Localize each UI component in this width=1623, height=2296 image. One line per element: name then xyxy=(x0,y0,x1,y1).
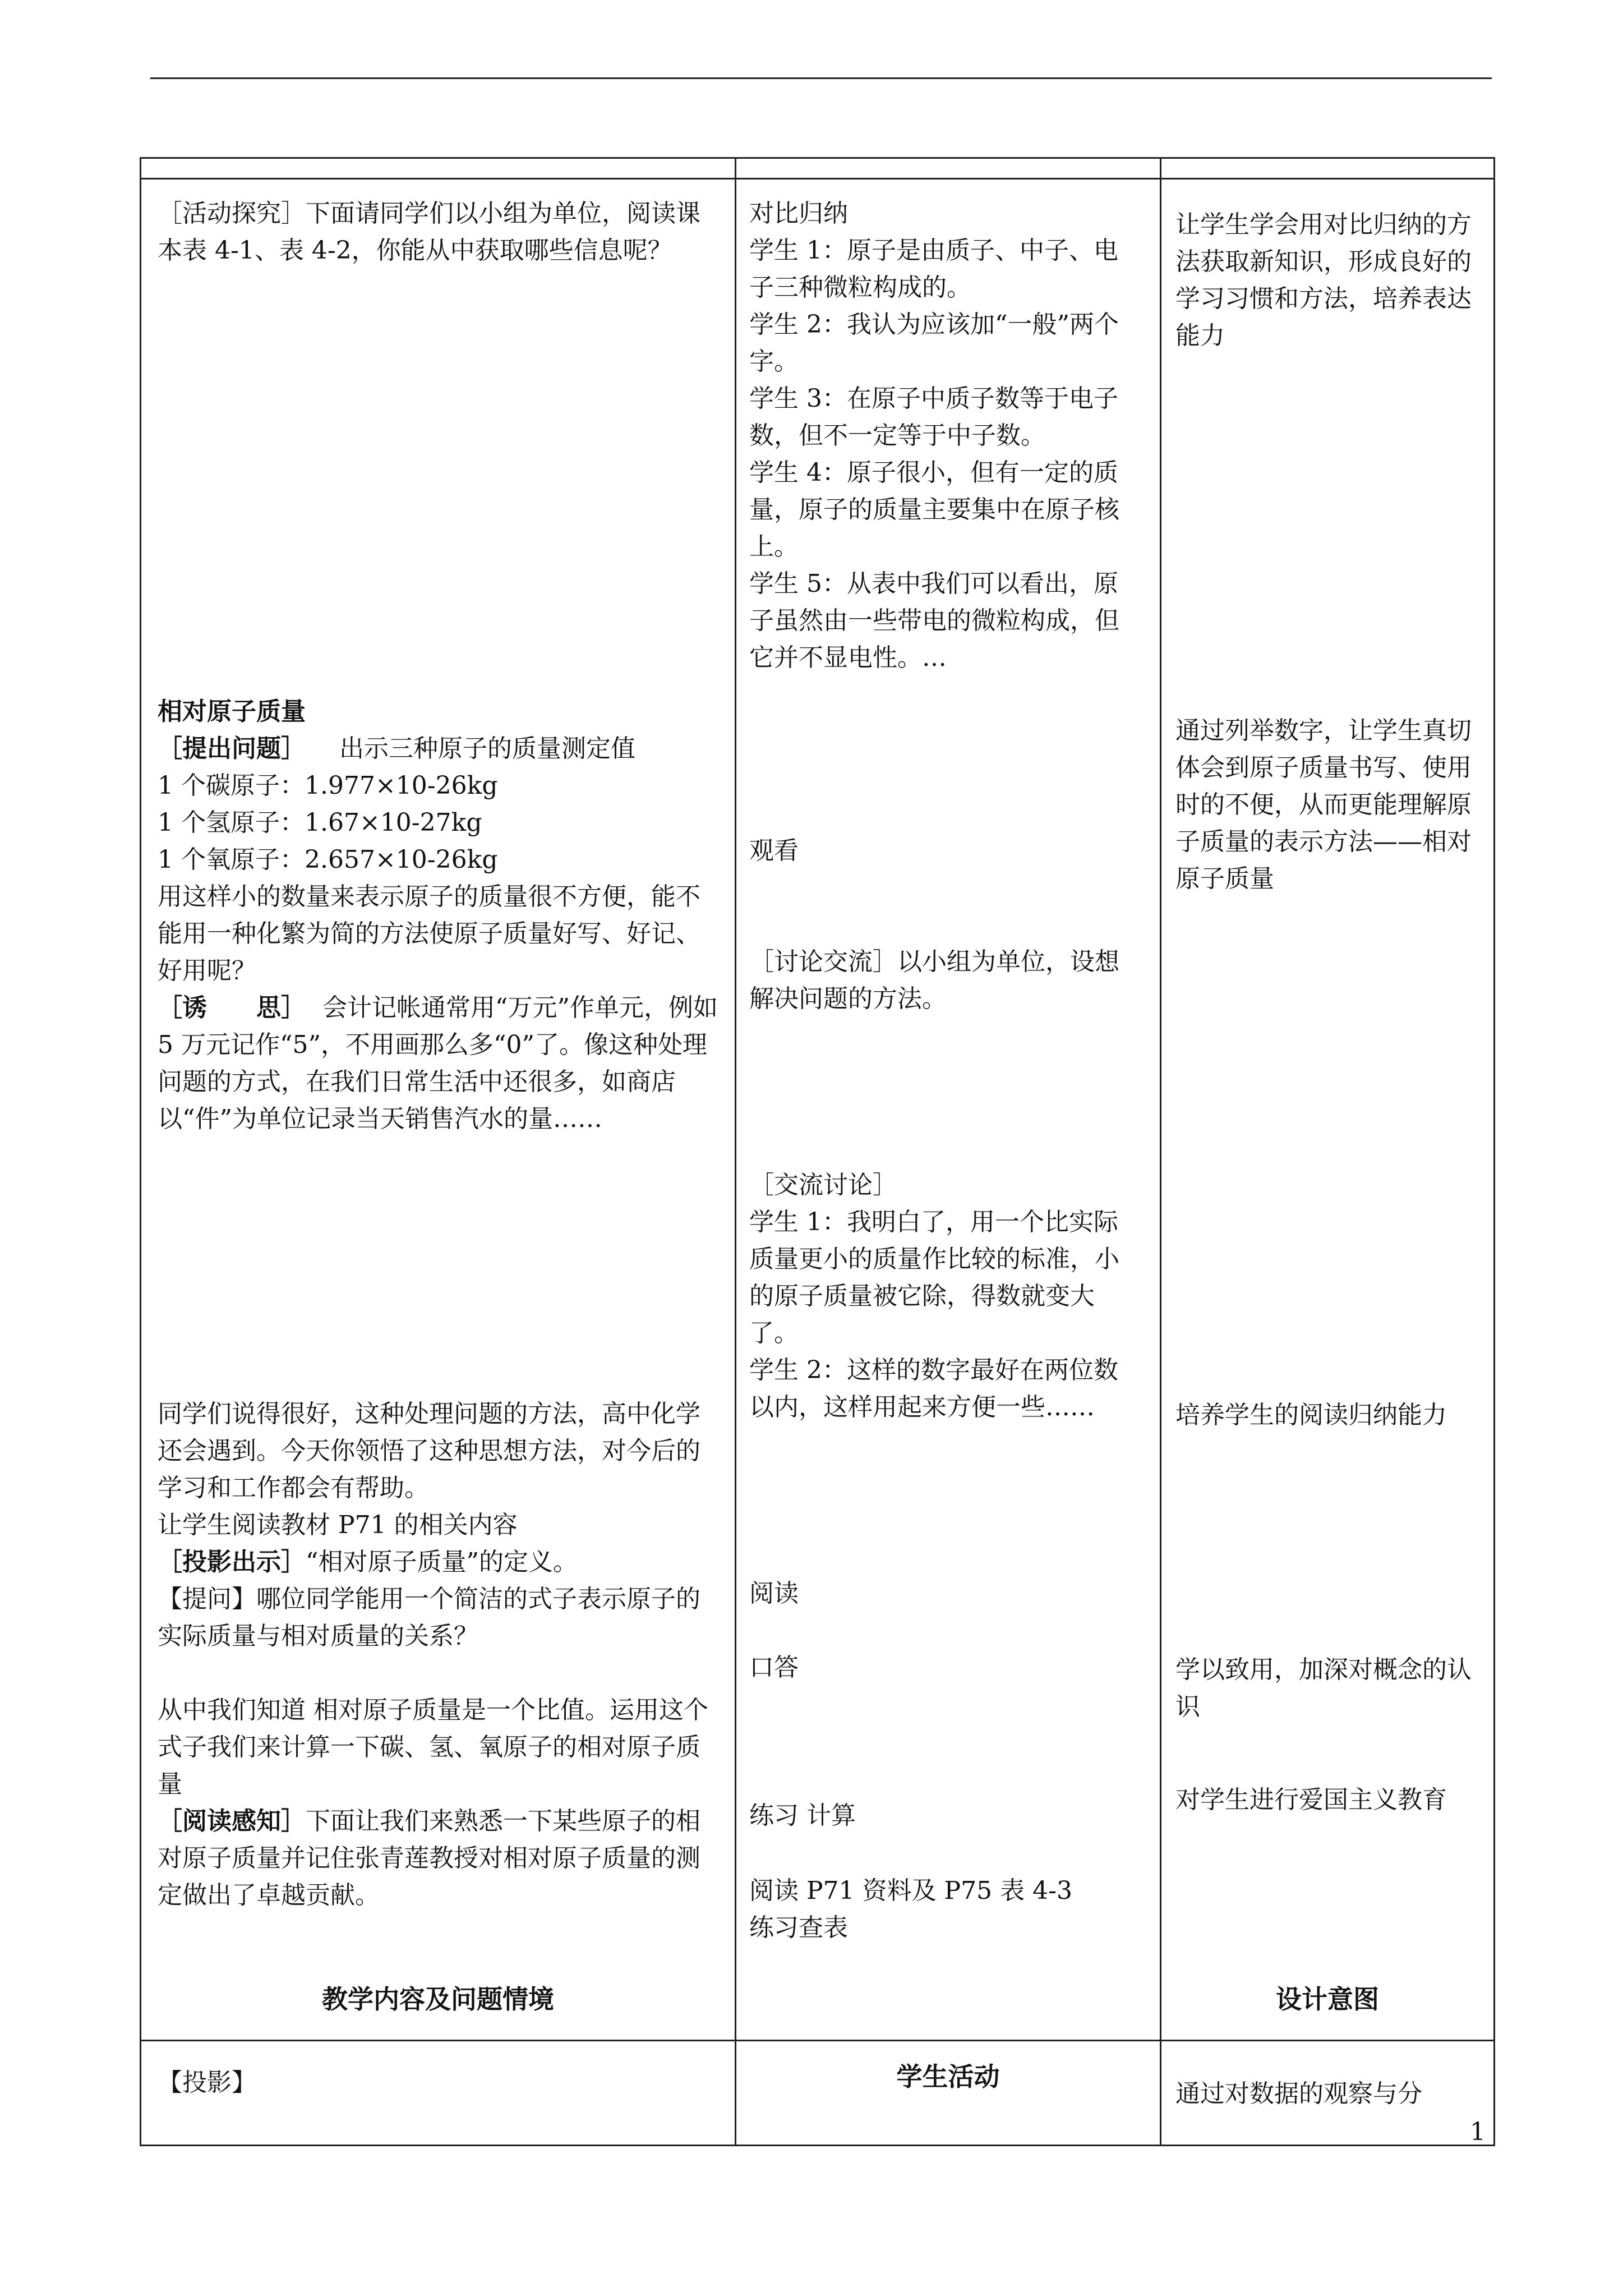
student-4-answer: 学生 4：原子很小，但有一定的质量，原子的质量主要集中在原子核上。 xyxy=(749,458,1119,561)
summary-text: 同学们说得很好，这种处理问题的方法，高中化学还会遇到。今天你领悟了这种思想方法，对今后的学习和工作都会有帮助。 xyxy=(158,1400,700,1502)
page-number: 1 xyxy=(1470,2118,1486,2146)
discussion-student-1: 学生 1：我明白了，用一个比实际质量更小的质量作比较的标准，小的原子质量被它除，得数就变大了。 xyxy=(749,1208,1119,1347)
question-text: 【提问】哪位同学能用一个简洁的式子表示原子的实际质量与相对质量的关系？ xyxy=(158,1585,700,1650)
projection-definition xyxy=(158,1544,718,1581)
student-2-answer: 学生 2：我认为应该加“一般”两个字。 xyxy=(749,310,1119,376)
oxygen-mass: 1 个氧原子：2.657×10-26kg xyxy=(158,845,498,874)
header-row-border xyxy=(140,2040,1495,2041)
reading-perception xyxy=(158,1803,718,1914)
raise-question xyxy=(158,730,718,767)
raise-question-text: 出示三种原子的质量测定值 xyxy=(339,734,635,763)
projection-text: “相对原子质量”的定义。 xyxy=(306,1548,578,1576)
table-bottom-border xyxy=(140,2145,1495,2146)
carbon-mass: 1 个碳原子：1.977×10-26kg xyxy=(158,771,498,800)
practice-table: 练习查表 xyxy=(749,1913,848,1942)
inspire-text: 会计记帐通常用“万元”作单元，例如 5 万元记作“5”，不用画那么多“0”了。像这种处理问题的方式，在我们日常生活中还很多，如商店以“件”为单位记录当天销售汽水的量…… xyxy=(158,993,718,1133)
cell-top-inner-border-3 xyxy=(1160,178,1495,180)
design-intent-3: 培养学生的阅读归纳能力 xyxy=(1175,1401,1447,1429)
student-3-answer: 学生 3：在原子中质子数等于电子数，但不一定等于中子数。 xyxy=(749,384,1118,450)
projection-label: ［投影出示］ xyxy=(158,1548,306,1576)
table-left-border xyxy=(140,157,141,2146)
projection-bottom: 【投影】 xyxy=(158,2068,256,2097)
column-divider-2 xyxy=(1160,157,1161,2146)
column-divider-1 xyxy=(735,157,736,2146)
watch-activity: 观看 xyxy=(749,836,799,865)
inspire-thinking xyxy=(158,990,718,1138)
inspire-label: ［诱 思］ xyxy=(158,993,306,1022)
read-activity: 阅读 xyxy=(749,1579,799,1608)
student-5-answer: 学生 5：从表中我们可以看出，原子虽然由一些带电的微粒构成，但它并不显电性。… xyxy=(749,569,1119,672)
header-design-intent: 设计意图 xyxy=(1276,1984,1379,2014)
discussion-student-2: 学生 2：这样的数字最好在两位数以内，这样用起来方便一些…… xyxy=(749,1356,1118,1421)
header-rule xyxy=(150,77,1492,79)
cell-top-inner-border-2 xyxy=(735,178,1161,180)
design-intent-2: 通过列举数字，让学生真切体会到原子质量书写、使用时的不便，从而更能理解原子质量的表示方法——相对原子质量 xyxy=(1175,716,1472,893)
reading-assignment: 让学生阅读教材 P71 的相关内容 xyxy=(158,1511,518,1539)
inconvenience-text: 用这样小的数量来表示原子的质量很不方便，能不能用一种化繁为简的方法使原子质量好写、好记、好用呢？ xyxy=(158,882,700,985)
reading-perception-label: ［阅读感知］ xyxy=(158,1807,306,1835)
student-1-answer: 学生 1：原子是由质子、中子、电子三种微粒构成的。 xyxy=(749,236,1118,302)
design-intent-4: 学以致用，加深对概念的认识 xyxy=(1175,1655,1472,1721)
practice-calculate: 练习 计算 xyxy=(749,1801,856,1830)
design-intent-5: 对学生进行爱国主义教育 xyxy=(1175,1786,1447,1814)
discussion-activity: ［讨论交流］以小组为单位，设想解决问题的方法。 xyxy=(749,947,1119,1013)
read-materials: 阅读 P71 资料及 P75 表 4-3 xyxy=(749,1876,1072,1905)
table-right-border xyxy=(1493,157,1495,2146)
cell-top-inner-border xyxy=(140,178,736,180)
design-intent-1: 让学生学会用对比归纳的方法获取新知识，形成良好的学习习惯和方法，培养表达能力 xyxy=(1175,210,1472,350)
ratio-text: 从中我们知道 相对原子质量是一个比值。运用这个式子我们来计算一下碳、氢、氧原子的相对原子质量 xyxy=(158,1696,708,1798)
section-title: 相对原子质量 xyxy=(158,697,306,726)
header-student-activity: 学生活动 xyxy=(896,2062,1000,2092)
compare-summarize: 对比归纳 xyxy=(749,199,848,228)
table-top-border xyxy=(140,157,1495,159)
oral-answer: 口答 xyxy=(749,1653,799,1682)
design-intent-bottom: 通过对数据的观察与分 xyxy=(1175,2079,1422,2108)
activity-explore-text: ［活动探究］下面请同学们以小组为单位，阅读课本表 4-1、表 4-2，你能从中获取哪些信息呢？ xyxy=(158,199,700,265)
header-teaching-content: 教学内容及问题情境 xyxy=(322,1984,554,2014)
exchange-discussion: ［交流讨论］ xyxy=(749,1171,897,1199)
raise-question-label: ［提出问题］ xyxy=(158,734,306,763)
hydrogen-mass: 1 个氢原子：1.67×10-27kg xyxy=(158,808,482,837)
reading-perception-text: 下面让我们来熟悉一下某些原子的相对原子质量并记住张青莲教授对相对原子质量的测定做出了卓越贡献。 xyxy=(158,1807,700,1910)
